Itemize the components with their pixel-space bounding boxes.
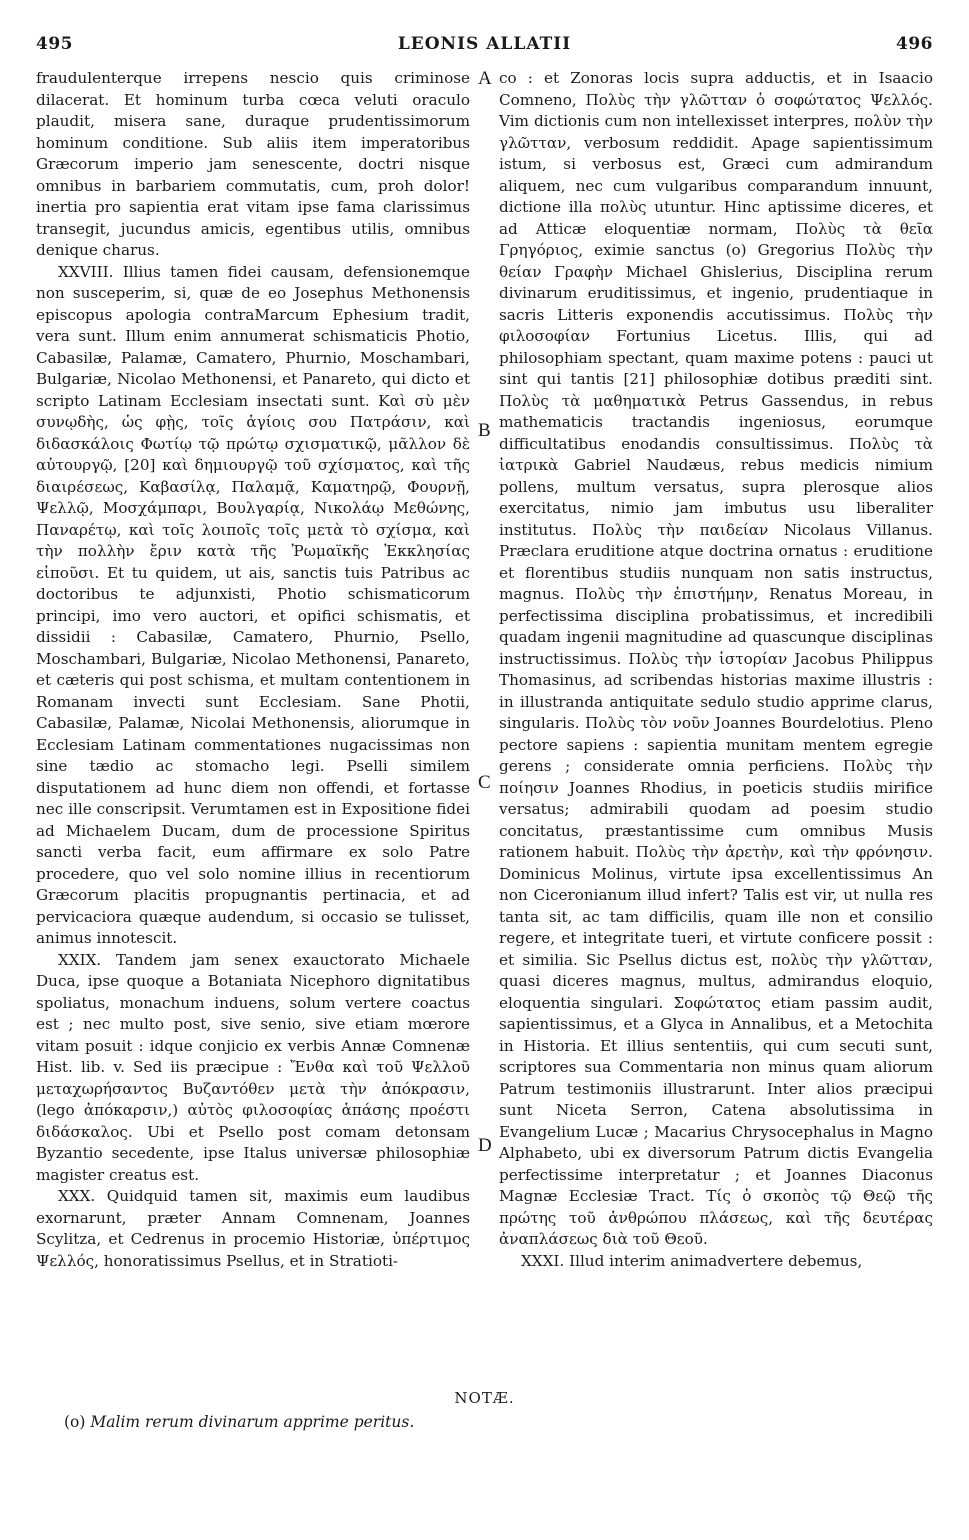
footnote (64, 1413, 414, 1431)
margin-letter-c: C (478, 772, 491, 793)
left-column (36, 68, 470, 1272)
margin-letter-d: D (478, 1135, 492, 1156)
right-column (499, 68, 933, 1272)
notes-title: NOTÆ. (454, 1389, 515, 1407)
paragraph-right-1: co : et Zonoras locis supra adductis, et in Isaacio Comneno, Πολὺς τὴν γλῶτταν ὁ σοφώτατος Ψελλός. Vim dictionis cum non intellexisset interpres, πολὺν τὴν γλῶτταν, verbosum reddidit. Apage sapientissimum istum, si verbosus est, Græci cum admirandum aliquem, nec cum vulgaribus comparandum innuunt, dictione illa πολὺς utuntur. Hinc aptissime diceres, et ad Atticæ eloquentiæ normam, Πολὺς τὰ θεῖα Γρηγόριος, eximie sanctus (o) Gregorius Πολὺς τὴν θείαν Γραφὴν Michael Ghislerius, Disciplina rerum divinarum eruditissimus, et ingenio, prudentiaque in sacris Litteris exponendis accutissimus. Πολὺς τὴν φιλοσοφίαν Fortunius Licetus. Illis, qui ad philosophiam spectant, quam maxime potens : pauci ut sint qui tantis [21] philosophiæ dotibus præditi sint. Πολὺς τὰ μαθηματικὰ Petrus Gassendus, in rebus mathematicis tractandis ingeniosus, eorumque difficultatibus enodandis consultissimus. Πολὺς τὰ ἰατρικὰ Gabriel Naudæus, rebus medicis nimium pollens, multum versatus, supra plerosque alios exercitatus, nimio jam imbutus usu liberaliter institutus. Πολὺς τὴν παιδείαν Nicolaus Villanus. Præclara eruditione atque doctrina ornatus : eruditione et florentibus studiis nunquam non satis instructus, magnus. Πολὺς τὴν ἐπιστήμην, Renatus Moreau, in perfectissima disciplina probatissimus, et incredibili quadam ingenii magnitudine ad quascunque disciplinas instructissimus. Πολὺς τὴν ἱστορίαν Jacobus Philippus Thomasinus, ad scribendas historias maxime illustris : in illustranda antiquitate sedulo studio apprime clarus, singularis. Πολὺς τὸν νοῦν Joannes Bourdelotius. Pleno pectore sapiens : sapientia munitam mentem egregie gerens ; considerate omnia perficiens. Πολὺς τὴν ποίησιν Joannes Rhodius, in poeticis studiis mirifice versatus; admirabili quodam ad poesim studio concitatus, præstantissime cum omnibus Musis rationem habuit. Πολὺς τὴν ἀρετὴν, καὶ τὴν φρόνησιν. Dominicus Molinus, virtute ipsa excellentissimus An non Ciceronianum illud infert? Talis est vir, ut nulla res tanta sit, ac tam difficilis, quam ille non et consilio regere, et integritate tueri, et virtute conficere possit : et similia. Sic Psellus dictus est, πολὺς τὴν γλῶτταν, quasi diceres magnus, multus, admirandus eloquio, eloquentia singulari. Σοφώτατος etiam passim audit, sapientissimus, et a Glyca in Annalibus, et a Metochita in Historia. Et illius sententiis, qui cum secuti sunt, scriptores sua Commentaria non minus quam aliorum Patrum testimoniis illustrarunt. Inter alios præcipui sunt Niceta Serron, Catena absolutissima in Evangelium Lucæ ; Macarius Chrysocephalus in Magno Alphabeto, ubi ex diversorum Patrum dictis Evangelia perfectissime interpretatur ; et Joannes Diaconus Magnæ Ecclesiæ Tract. Τίς ὁ σκοπὸς τῷ Θεῷ τῆς πρώτης τοῦ ἀνθρώπου πλάσεως, καὶ τῆς δευτέρας ἀναπλάσεως διὰ τοῦ Θεοῦ. (499, 69, 933, 1248)
margin-letter-a: A (478, 68, 492, 89)
paragraph-left-1: fraudulenterque irrepens nescio quis criminose dilacerat. Et hominum turba cœca veluti oraculo plaudit, misera sane, duraque prudentissimorum hominum conditione. Sub aliis item imperatoribus Græcorum imperio jam senescente, doctri nisque omnibus in barbariem commutatis, cum, proh dolor! inertia pro sapientia erat vitam ipse fama clarissimus transegit, jucundus amicis, egentibus utilis, omnibus denique charus. (36, 69, 470, 259)
footnote-mark: (o) (64, 1413, 86, 1431)
running-title: LEONIS ALLATII (397, 34, 572, 54)
page-header (36, 34, 933, 62)
margin-letter-b: B (478, 420, 491, 441)
paragraph-xxviii: XXVIII. Illius tamen fidei causam, defensionemque non susceperim, si, quæ de eo Josephus Methonensis episcopus apologia contraMarcum Ephesium tradit, vera sunt. Illum enim annumerat schismaticis Photio, Cabasilæ, Palamæ, Camatero, Phurnio, Moschambari, Bulgariæ, Nicolao Methonensi, et Panareto, qui dicto et scripto Latinam Ecclesiam insectati sunt. Καὶ σὺ μὲν συνῳδὴς, ὡς φῂς, τοῖς ἁγίοις σου Πατράσιν, καὶ διδασκάλοις Φωτίῳ τῷ πρώτῳ σχισματικῷ, μᾶλλον δὲ αὐτουργῷ, [20] καὶ δημιουργῷ τοῦ σχίσματος, καὶ τῆς διαιρέσεως, Καβασίλᾳ, Παλαμᾷ, Καματηρῷ, Φουρνῇ, Ψελλῷ, Μοσχάμπαρι, Βουλγαρίᾳ, Νικολάῳ Μεθώνης, Παναρέτῳ, καὶ τοῖς λοιποῖς τοῖς μετὰ τὸ σχίσμα, καὶ τὴν πολλὴν ἔριν κατὰ τῆς Ῥωμαϊκῆς Ἐκκλησίας εἰποῦσι. Et tu quidem, ut ais, sanctis tuis Patribus ac doctoribus te adjunxisti, Photio schismaticorum principi, imo vero auctori, et opifici schismatis, et dissidii : Cabasilæ, Camatero, Phurnio, Psello, Moschambari, Bulgariæ, Nicolao Methonensi, Panareto, et cæteris qui post schisma, et multam contentionem in Romanam invecti sunt Ecclesiam. Sane Photii, Cabasilæ, Palamæ, Nicolai Methonensis, aliorumque in Ecclesiam Latinam commentationes nugacissimas non sine tædio ac stomacho legi. Pselli similem disputationem ad hunc diem non offendi, et fortasse nec ille conscripsit. Verumtamen est in Expositione fidei ad Michaelem Ducam, dum de processione Spiritus sancti verba facit, eum affirmare ex solo Patre procedere, quo vel solo nomine illius in recentiorum Græcorum placitis propugnantis pertinacia, et ad pervicaciora quæque audendum, si occasio se tulisset, animus innotescit. (36, 262, 470, 947)
paragraph-xxx: XXX. Quidquid tamen sit, maximis eum laudibus exornarunt, præter Annam Comnenam, Joannes Scylitza, et Cedrenus in procemio Historiæ, ὑπέρτιμος Ψελλός, honoratissimus Psellus, et in Stratioti- (36, 1187, 470, 1270)
page-number-left: 495 (36, 34, 73, 54)
footnote-text: Malim rerum divinarum apprime peritus. (90, 1413, 415, 1431)
page-number-right: 496 (896, 34, 933, 54)
paragraph-xxix: XXIX. Tandem jam senex exauctorato Michaele Duca, ipse quoque a Botaniata Nicephoro dignitatibus spoliatus, monachum induens, solum vertere coactus est ; nec multo post, sive senio, sive etiam mœrore vitam posuit : idque conjicio ex verbis Annæ Comnenæ Hist. lib. v. Sed iis præcipue : Ἔνθα καὶ τοῦ Ψελλοῦ μεταχωρήσαντος Βυζαντόθεν μετὰ τὴν ἀπόκρασιν, (lego ἀπόκαρσιν,) αὐτὸς φιλοσοφίας ἁπάσης προέστι διδάσκαλος. Ubi et Psello post comam detonsam Byzantio secedente, ipse Italus universæ philosophiæ magister creatus est. (36, 950, 470, 1184)
paragraph-xxxi: XXXI. Illud interim animadvertere debemus, (521, 1251, 863, 1270)
